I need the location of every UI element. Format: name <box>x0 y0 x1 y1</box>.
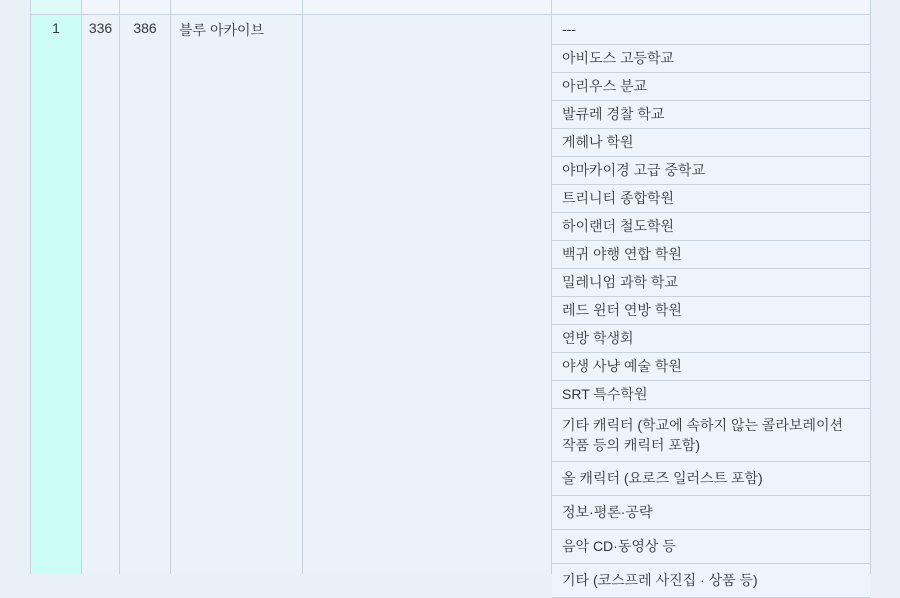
category-item: 연방 학생회 <box>552 325 870 353</box>
series-title: 블루 아카이브 <box>179 22 265 38</box>
count-a-cell <box>82 15 120 574</box>
category-item: 발큐레 경찰 학교 <box>552 101 870 129</box>
category-list-cell <box>552 15 871 588</box>
count-a: 336 <box>88 20 113 36</box>
partial-cell <box>120 0 171 14</box>
count-b-cell <box>120 15 171 574</box>
category-item: --- <box>552 15 870 45</box>
count-b: 386 <box>133 20 157 36</box>
title-cell <box>171 15 303 574</box>
partial-index-cell <box>30 0 82 14</box>
category-item: 밀레니엄 과학 학교 <box>552 269 870 297</box>
category-item: 레드 윈터 연방 학원 <box>552 297 870 325</box>
partial-cell <box>171 0 303 14</box>
category-item: 아비도스 고등학교 <box>552 45 870 73</box>
partial-cell <box>303 0 552 14</box>
category-item: 기타 (코스프레 사진집 · 상품 등) <box>552 564 870 598</box>
category-item: 백귀 야행 연합 학원 <box>552 241 870 269</box>
category-item: 하이랜더 철도학원 <box>552 213 870 241</box>
category-item: 음악 CD·동영상 등 <box>552 530 870 564</box>
category-item: SRT 특수학원 <box>552 381 870 409</box>
category-item: 게헤나 학원 <box>552 129 870 157</box>
partial-cell <box>552 0 871 14</box>
category-item: 야마카이경 고급 중학교 <box>552 157 870 185</box>
category-item: 트리니티 종합학원 <box>552 185 870 213</box>
category-item: 아리우스 분교 <box>552 73 870 101</box>
table-row <box>30 15 871 588</box>
category-table <box>30 0 871 588</box>
category-item: 올 캐릭터 (요로즈 일러스트 포함) <box>552 462 870 496</box>
top-partial-row <box>30 0 871 15</box>
partial-cell <box>82 0 120 14</box>
category-item: 기타 캐릭터 (학교에 속하지 않는 콜라보레이션 작품 등의 캐릭터 포함) <box>552 409 870 462</box>
category-item: 야생 사냥 예술 학원 <box>552 353 870 381</box>
category-item: 정보·평론·공략 <box>552 496 870 530</box>
row-index: 1 <box>52 20 60 36</box>
note-cell <box>303 15 552 574</box>
row-index-cell <box>30 15 82 574</box>
